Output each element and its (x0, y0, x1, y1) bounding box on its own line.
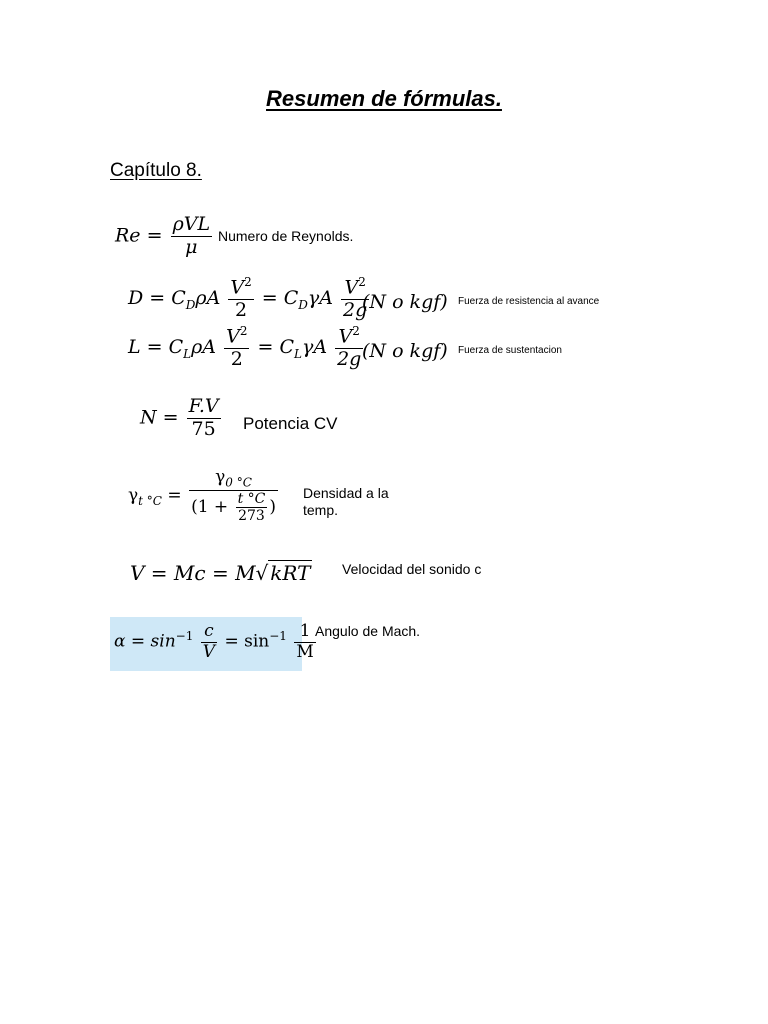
lift-fraction-2: $\frac{V^2}{2g}$ (337, 324, 362, 371)
reynolds-label: Numero de Reynolds. (218, 228, 354, 244)
drag-fraction-2: $\frac{V^2}{2g}$ (343, 275, 368, 322)
sqrt-icon: √ (255, 561, 269, 585)
page-title: Resumen de fórmulas. (266, 86, 502, 111)
chapter-heading: Capítulo 8. (110, 160, 202, 181)
density-label: Densidad a la temp. (303, 485, 389, 518)
reynolds-denominator: μ (185, 235, 198, 258)
reynolds-lhs: Re = (115, 224, 163, 247)
power-formula: N = $\frac{F.V}{75}$ (140, 395, 219, 440)
lift-units: (N o kgf) (362, 340, 448, 362)
density-fraction: $\gamma_{0 ^\circ C}$ (1 + $\frac{t ^\circ C}{273}$ ) (191, 467, 277, 525)
power-label: Potencia CV (243, 414, 338, 433)
mach-fraction-2: $\frac{1}{M}$ (296, 621, 314, 662)
drag-label: Fuerza de resistencia al avance (458, 296, 600, 307)
drag-formula: $D = C_D\rho A$ $\frac{V^2}{2}$ = $C_D\gamma A$ $\frac{V^2}{2g}$ (128, 275, 368, 322)
lift-fraction-1: $\frac{V^2}{2}$ (226, 324, 248, 371)
mach-label: Angulo de Mach. (315, 623, 421, 639)
mach-formula: $\alpha = \sin^{-1}$ $\frac{c}{V}$ = $\sin^{-1}$ $\frac{1}{M}$ (114, 621, 314, 662)
reynolds-fraction (171, 214, 213, 259)
lift-formula: $L = C_L\rho A$ $\frac{V^2}{2}$ = $C_L\gamma A$ $\frac{V^2}{2g}$ (128, 324, 362, 371)
mach-fraction-1: $\frac{c}{V}$ (202, 621, 216, 662)
density-inner-fraction: $\frac{t ^\circ C}{273}$ (237, 491, 266, 525)
drag-units: (N o kgf) (362, 291, 448, 313)
drag-fraction-1: $\frac{V^2}{2}$ (230, 275, 252, 322)
reynolds-formula (115, 214, 214, 259)
power-fraction: $\frac{F.V}{75}$ (188, 395, 219, 440)
sound-formula: V = Mc = M√ kRT (130, 561, 311, 585)
density-formula: $\gamma_{t ^\circ C}$ = $\gamma_{0 ^\circ C}$ (1 + $\frac{t ^\circ C}{273}$ ) (128, 467, 277, 525)
lift-label: Fuerza de sustentacion (458, 345, 562, 356)
reynolds-numerator: ρVL (172, 213, 211, 235)
sound-label: Velocidad del sonido c (342, 561, 482, 577)
